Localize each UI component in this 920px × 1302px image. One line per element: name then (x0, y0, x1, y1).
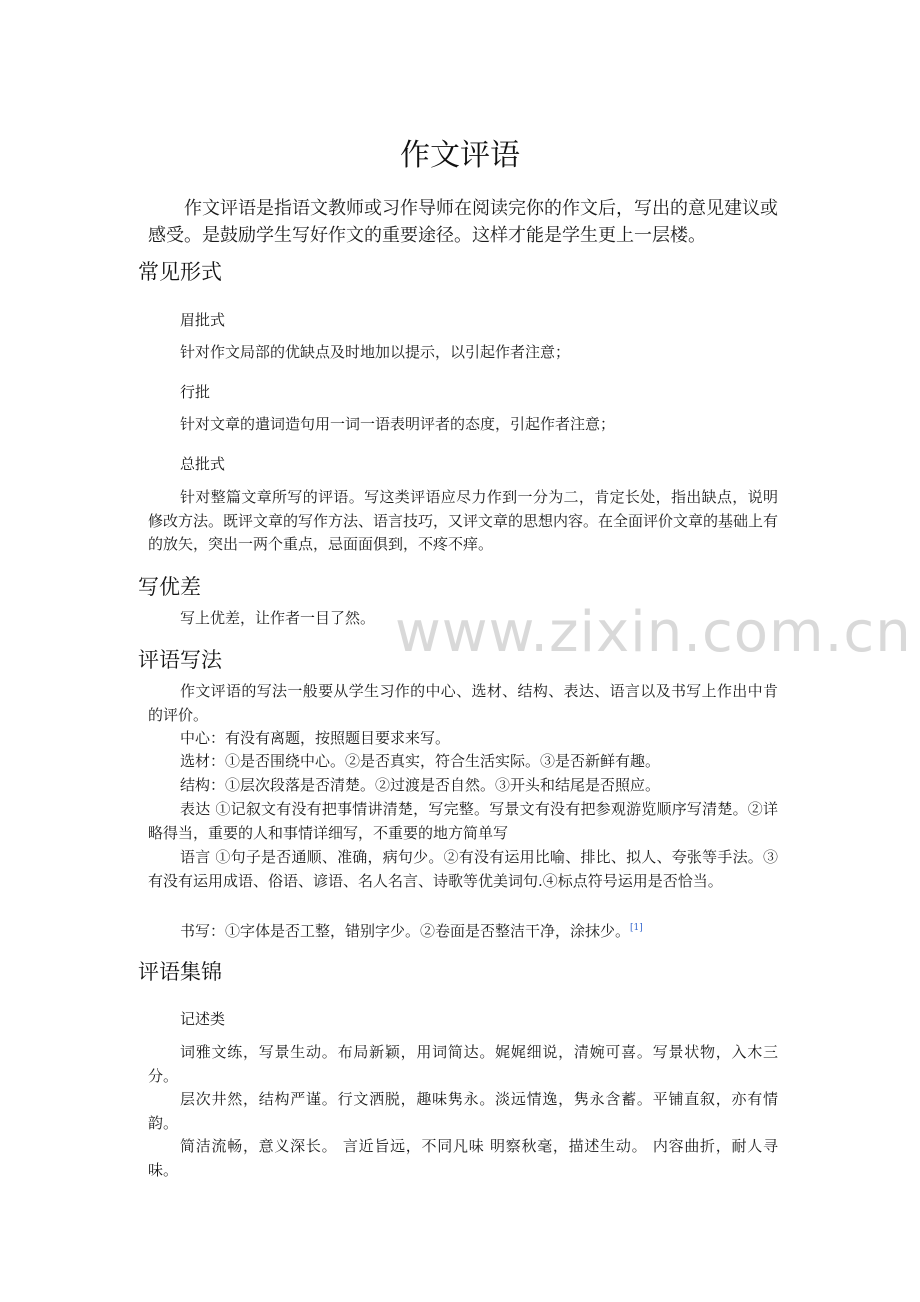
paragraph-hangpi: 针对文章的遣词造句用一词一语表明评者的态度，引起作者注意； (180, 415, 616, 433)
paragraph-handwriting (148, 917, 778, 944)
paragraph-method-intro: 作文评语的写法一般要从学生习作的中心、选材、结构、表达、语言以及书写上作出中肯的评价。 (148, 682, 778, 724)
heading-common-forms: 常见形式 (138, 260, 222, 284)
paragraph-collection-3: 简洁流畅，意义深长。 言近旨远，不同凡味 明察秋毫，描述生动。 内容曲折，耐人寻味。 (148, 1137, 778, 1179)
watermark: www.zixin.com.cn (395, 600, 912, 665)
handwriting-text: 书写：①字体是否工整，错别字少。②卷面是否整洁干净，涂抹少。 (180, 922, 631, 940)
paragraph-expression: 表达 ①记叙文有没有把事情讲清楚，写完整。写景文有没有把参观游览顺序写清楚。②详略得当，重要的人和事情详细写，不重要的地方简单写 (148, 800, 778, 842)
intro-paragraph: 作文评语是指语文教师或习作导师在阅读完你的作文后，写出的意见建议或感受。是鼓励学生写好作文的重要途径。这样才能是学生更上一层楼。 (148, 198, 778, 246)
subheading-narrative: 记述类 (180, 1010, 226, 1028)
paragraph-zongpi: 针对整篇文章所写的评语。写这类评语应尽力作到一分为二，肯定长处，指出缺点，说明修改方法。既评文章的写作方法、语言技巧，又评文章的思想内容。在全面评价文章的基础上有的放矢，突出一两个重点，忌面面俱到，不疼不痒。 (148, 488, 779, 553)
subheading-meipi: 眉批式 (180, 311, 226, 329)
paragraph-language: 语言 ①句子是否通顺、准确，病句少。②有没有运用比喻、排比、拟人、夸张等手法。③有没有运用成语、俗语、谚语、名人名言、诗歌等优美词句.④标点符号运用是否恰当。 (148, 848, 778, 890)
heading-writing-method: 评语写法 (138, 648, 222, 672)
subheading-zongpi: 总批式 (180, 455, 226, 473)
paragraph-structure: 结构：①层次段落是否清楚。②过渡是否自然。③开头和结尾是否照应。 (180, 776, 661, 794)
heading-youcha: 写优差 (138, 575, 201, 599)
paragraph-material: 选材：①是否围绕中心。②是否真实，符合生活实际。③是否新鲜有趣。 (180, 752, 661, 770)
page-title: 作文评语 (400, 138, 520, 173)
heading-collection: 评语集锦 (138, 960, 222, 984)
reference-link[interactable]: [1] (630, 923, 643, 933)
paragraph-collection-1: 词雅文练，写景生动。布局新颖，用词简达。娓娓细说，清婉可喜。写景状物，入木三分。 (148, 1043, 778, 1085)
paragraph-center: 中心：有没有离题，按照题目要求来写。 (180, 729, 451, 747)
paragraph-collection-2: 层次井然，结构严谨。行文洒脱，趣味隽永。淡远情逸，隽永含蓄。平铺直叙，亦有情韵。 (148, 1090, 778, 1132)
paragraph-meipi: 针对作文局部的优缺点及时地加以提示，以引起作者注意； (180, 343, 571, 361)
paragraph-youcha: 写上优差，让作者一目了然。 (180, 609, 376, 627)
subheading-hangpi: 行批 (180, 383, 211, 401)
